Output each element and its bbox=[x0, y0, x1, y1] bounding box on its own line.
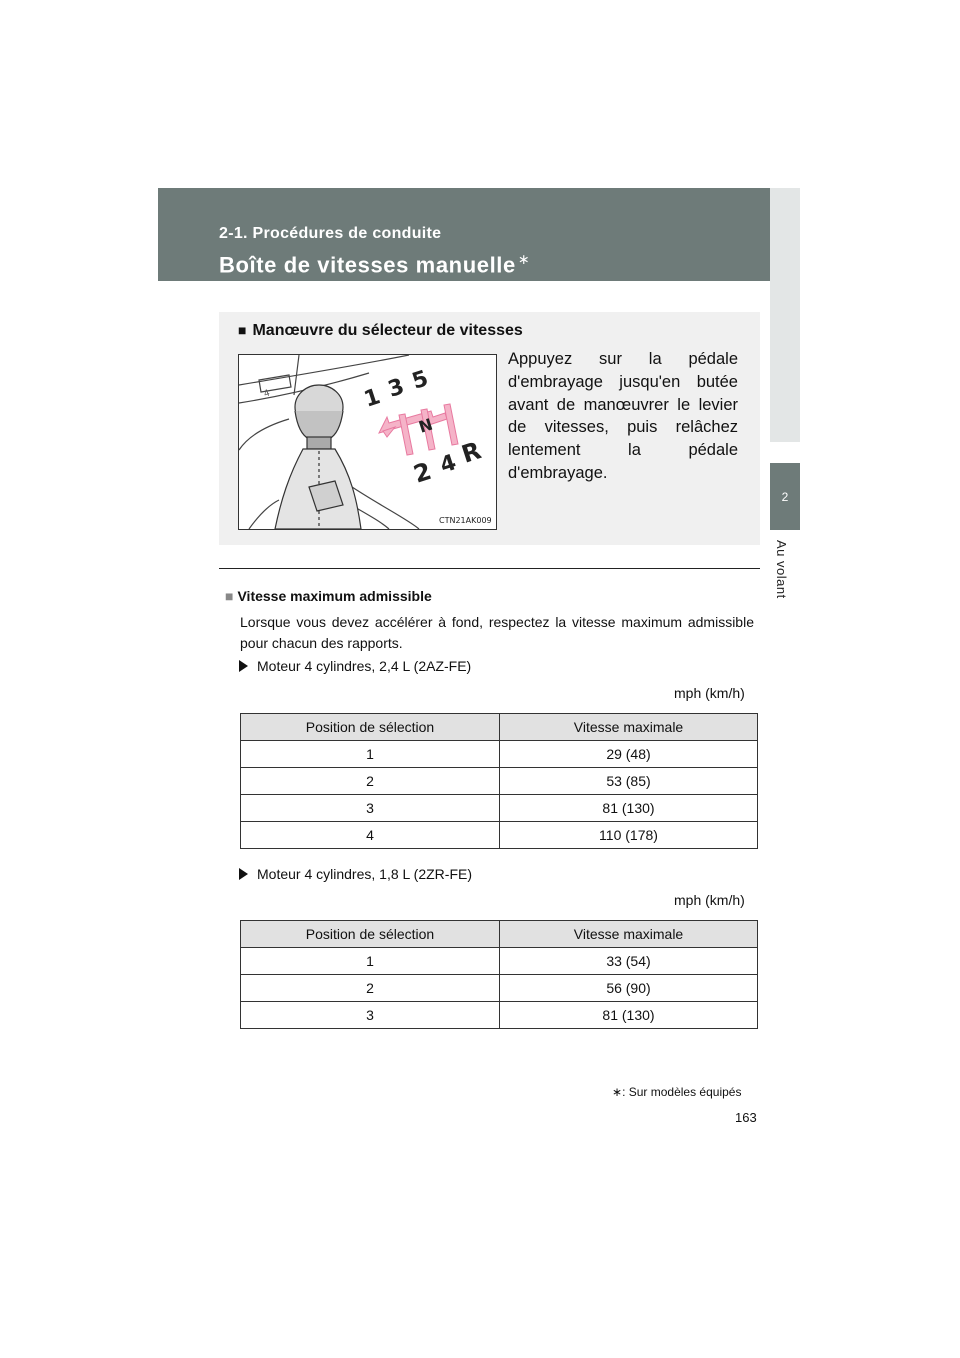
table-cell: 29 (48) bbox=[500, 741, 758, 768]
table-cell: 110 (178) bbox=[500, 822, 758, 849]
side-strip bbox=[770, 188, 800, 442]
table-header: Position de sélection bbox=[241, 921, 500, 948]
table-cell: 2 bbox=[241, 768, 500, 795]
page-title bbox=[219, 251, 530, 278]
asterisk-icon: ∗ bbox=[612, 1085, 623, 1099]
gear-shift-illustration bbox=[238, 354, 497, 530]
table-row bbox=[241, 741, 758, 768]
gear-label: R bbox=[458, 436, 485, 469]
engine-label-text: Moteur 4 cylindres, 2,4 L (2AZ-FE) bbox=[257, 658, 472, 674]
table-cell: 1 bbox=[241, 948, 500, 975]
table-cell: 1 bbox=[241, 741, 500, 768]
table-cell: 53 (85) bbox=[500, 768, 758, 795]
table-row bbox=[241, 795, 758, 822]
page-title-text: Boîte de vitesses manuelle bbox=[219, 252, 516, 278]
table-header: Vitesse maximale bbox=[500, 714, 758, 741]
table-header-row bbox=[241, 714, 758, 741]
table-cell: 3 bbox=[241, 1002, 500, 1029]
table-row bbox=[241, 822, 758, 849]
gear-label: 1 bbox=[361, 384, 384, 413]
table-row bbox=[241, 768, 758, 795]
divider bbox=[219, 568, 760, 569]
info-box-text: Appuyez sur la pédale d'embrayage jusqu'en butée avant de manœuvrer le levier de vitesses, puis relâchez lentement la pédale d'embrayage. bbox=[508, 350, 738, 482]
table-cell: 2 bbox=[241, 975, 500, 1002]
engine-label-1 bbox=[239, 658, 471, 674]
gear-label: 3 bbox=[385, 374, 408, 403]
footnote-text: : Sur modèles équipés bbox=[622, 1085, 742, 1099]
table-cell: 56 (90) bbox=[500, 975, 758, 1002]
gear-shift-svg bbox=[239, 355, 496, 529]
table-cell: 33 (54) bbox=[500, 948, 758, 975]
shift-knob bbox=[275, 385, 361, 529]
illustration-code: CTN21AK009 bbox=[439, 516, 492, 525]
square-bullet-icon: ■ bbox=[225, 588, 234, 604]
speed-table-2 bbox=[240, 920, 758, 1029]
table-cell: 4 bbox=[241, 822, 500, 849]
asterisk-mark: ∗ bbox=[517, 251, 531, 267]
gear-label: N bbox=[416, 414, 435, 437]
footnote bbox=[612, 1085, 741, 1099]
unit-label-1: mph (km/h) bbox=[674, 685, 745, 701]
chapter-tab-number: 2 bbox=[781, 490, 789, 504]
section-text: Lorsque vous devez accélérer à fond, respectez la vitesse maximum admissible pour chacun des rapports. bbox=[240, 614, 754, 651]
table-row bbox=[241, 1002, 758, 1029]
page-number: 163 bbox=[735, 1110, 757, 1125]
engine-label-text: Moteur 4 cylindres, 1,8 L (2ZR-FE) bbox=[257, 866, 472, 882]
triangle-bullet-icon bbox=[239, 868, 248, 880]
gear-label: 5 bbox=[409, 366, 432, 395]
table-header-row bbox=[241, 921, 758, 948]
triangle-bullet-icon bbox=[239, 660, 248, 672]
chapter-tab-label: Au volant bbox=[774, 540, 789, 599]
unit-label-2: mph (km/h) bbox=[674, 892, 745, 908]
gear-label: 2 bbox=[410, 456, 435, 489]
table-cell: 3 bbox=[241, 795, 500, 822]
section-number: 2-1. Procédures de conduite bbox=[219, 225, 442, 242]
section-heading-text: Vitesse maximum admissible bbox=[237, 588, 432, 604]
info-box-title-text: Manœuvre du sélecteur de vitesses bbox=[252, 322, 523, 339]
table-header: Vitesse maximale bbox=[500, 921, 758, 948]
gear-label: 4 bbox=[437, 450, 460, 479]
table-cell: 81 (130) bbox=[500, 795, 758, 822]
section-heading bbox=[225, 588, 432, 604]
square-bullet-icon: ■ bbox=[238, 322, 247, 338]
table-header: Position de sélection bbox=[241, 714, 500, 741]
table-cell: 81 (130) bbox=[500, 1002, 758, 1029]
shift-pattern-arrows bbox=[379, 404, 458, 455]
engine-label-2 bbox=[239, 866, 472, 882]
speed-table-1 bbox=[240, 713, 758, 849]
info-box-title bbox=[238, 322, 523, 340]
table-row bbox=[241, 948, 758, 975]
table-row bbox=[241, 975, 758, 1002]
svg-text:4: 4 bbox=[262, 388, 272, 400]
